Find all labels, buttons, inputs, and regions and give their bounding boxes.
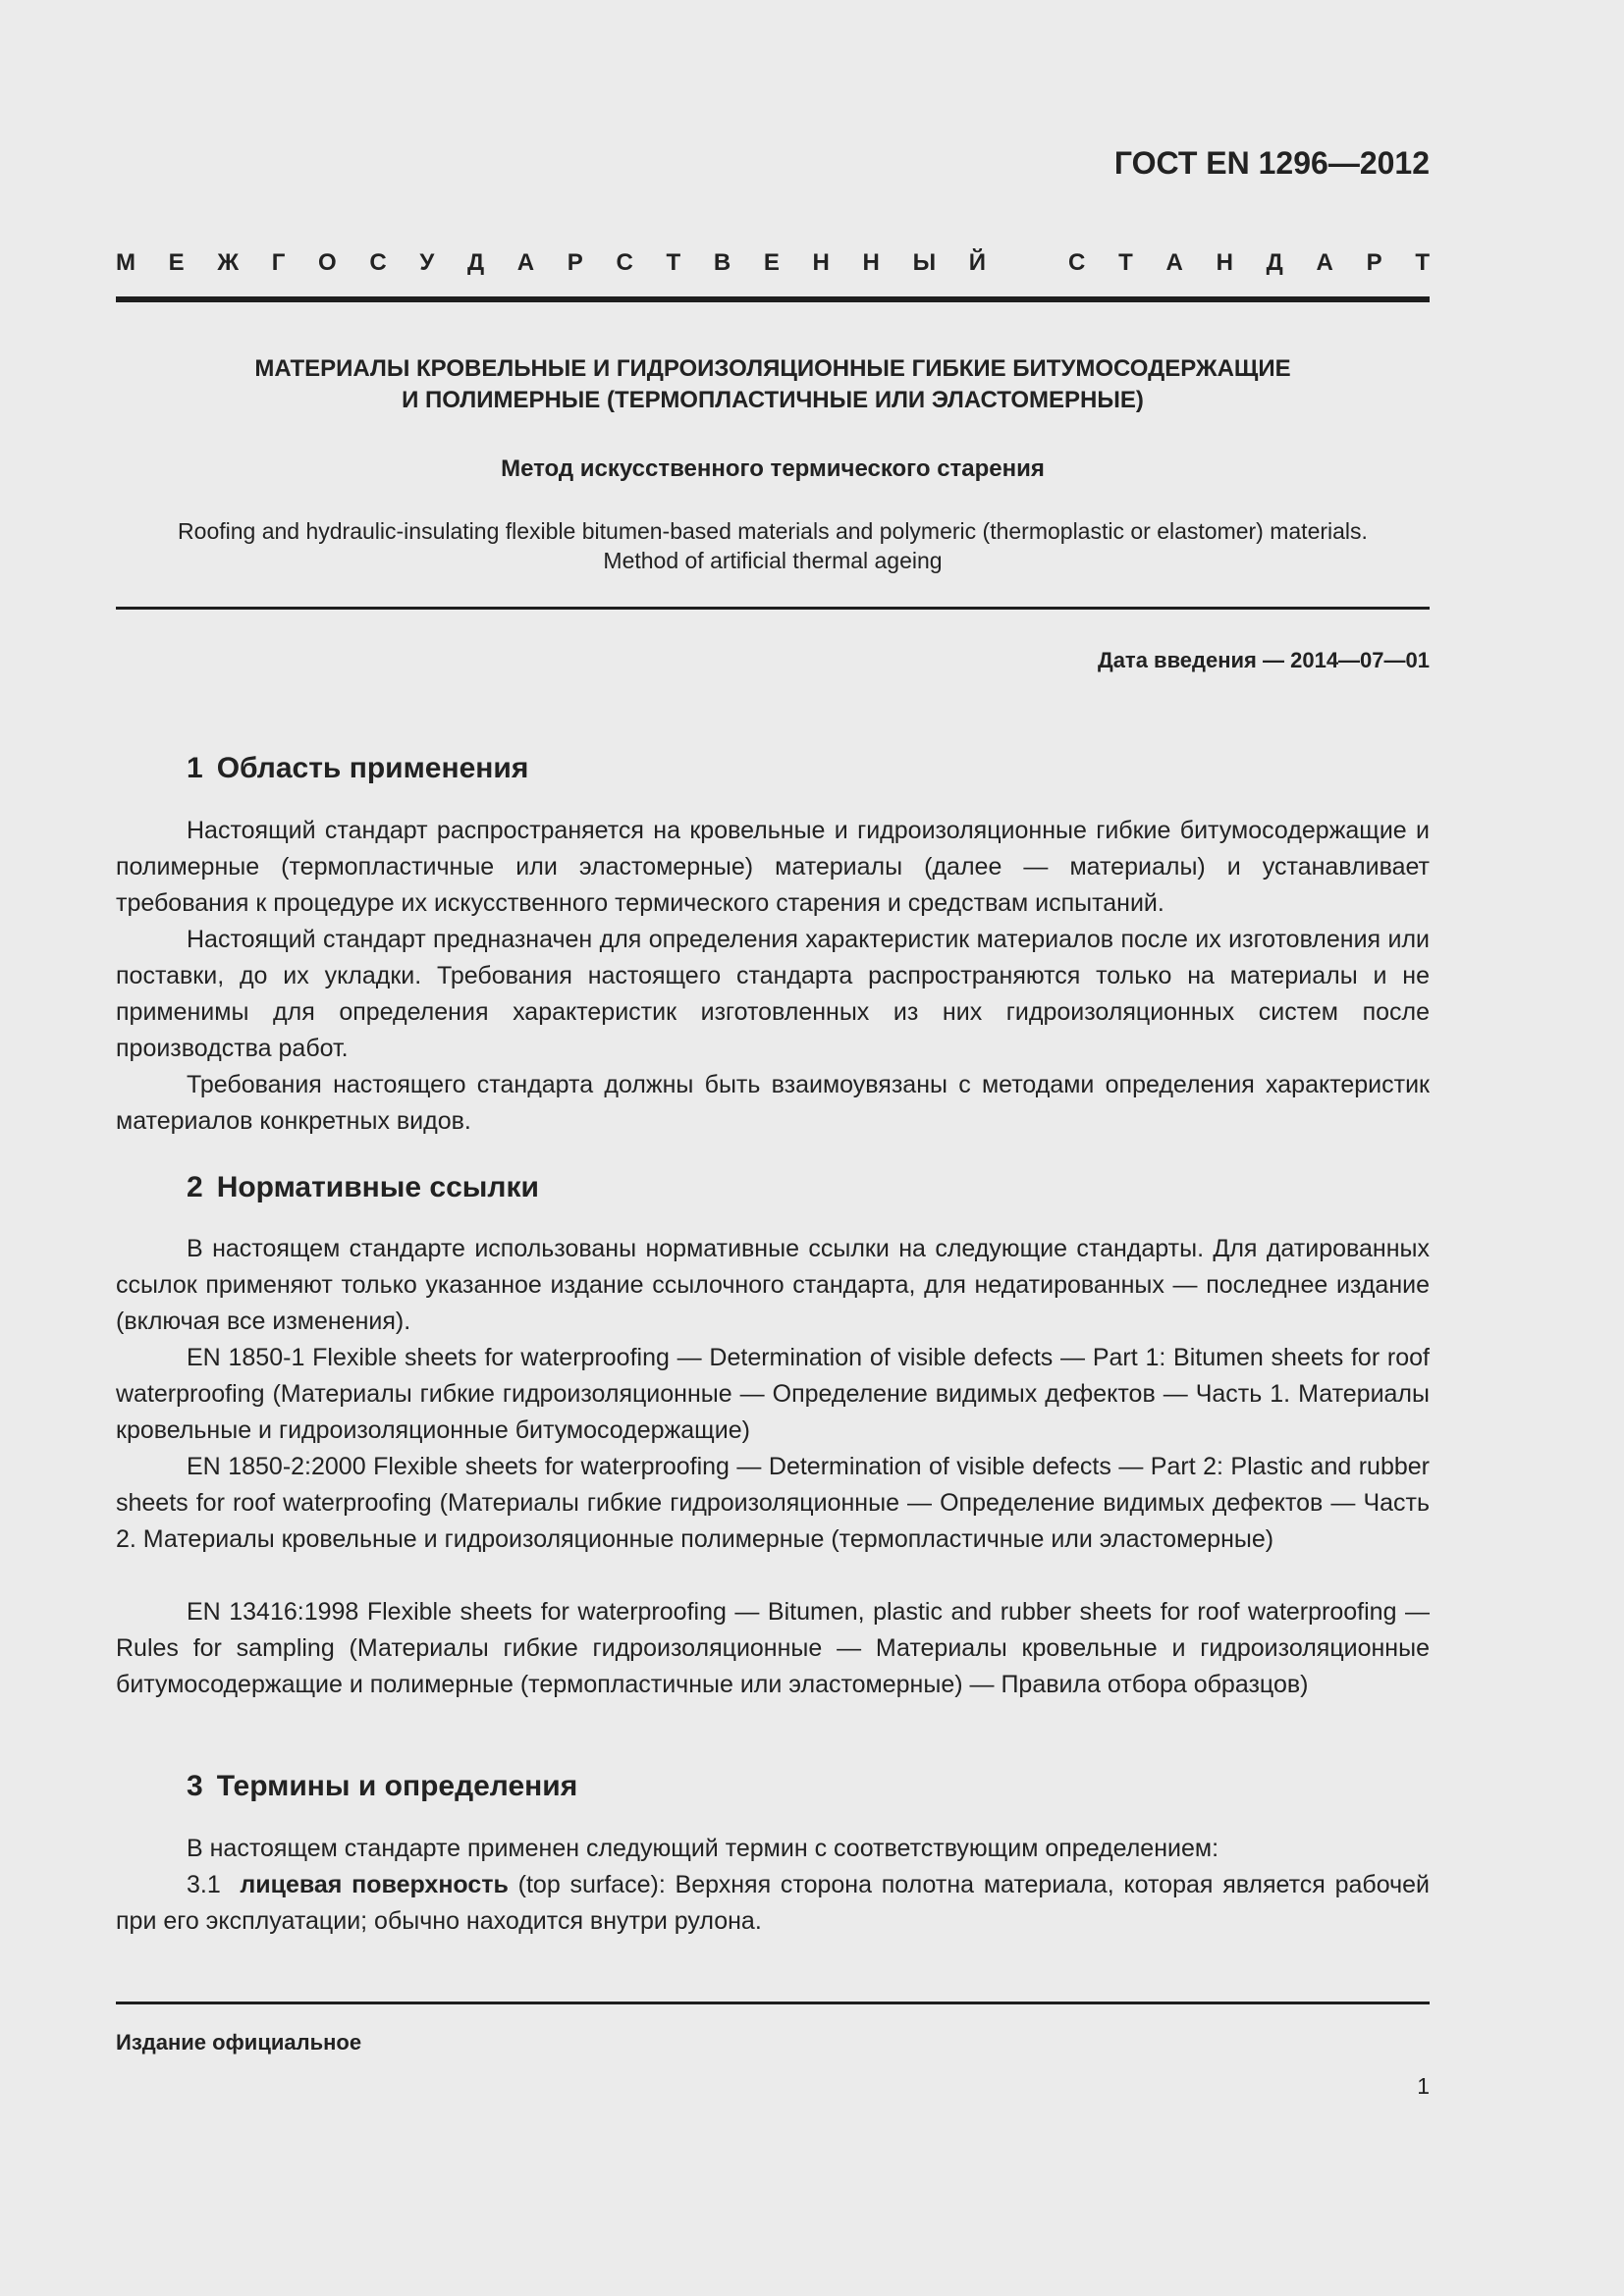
term-definition (116, 1867, 1430, 1940)
spaced-letter: Й (968, 249, 986, 276)
paragraph: Настоящий стандарт предназначен для определения характеристик материалов после их изготовления или поставки, до их укладки. Требования настоящего стандарта распространяются только на материалы и не применимы для определения характеристик изготовленных из них гидроизоляционных систем после производства работ. (116, 926, 1430, 1062)
spaced-letter: Е (168, 249, 185, 276)
paragraph: Требования настоящего стандарта должны быть взаимоувязаны с методами определения характеристик материалов конкретных видов. (116, 1071, 1430, 1135)
section-title-text: Термины и определения (216, 1770, 578, 1802)
standard-word (1068, 249, 1430, 277)
spaced-letter: Г (271, 249, 286, 276)
spaced-letter: Р (1366, 249, 1382, 276)
page-number: 1 (1417, 2073, 1430, 2099)
section-heading (187, 752, 528, 785)
english-title-line: Method of artificial thermal ageing (603, 548, 943, 573)
section-heading (187, 1171, 539, 1204)
introduction-date: Дата введения — 2014—07—01 (1098, 648, 1430, 672)
section-number: 3 (187, 1770, 203, 1802)
spaced-letter: Д (466, 249, 485, 276)
interstate-standard-heading (116, 249, 1430, 279)
section-number: 2 (187, 1171, 203, 1203)
interstate-word (116, 249, 986, 277)
spaced-letter: О (318, 249, 337, 276)
term-definition-text: Верхняя сторона полотна материала, которая является рабочей при его эксплуатации; обычно находится внутри рулона. (116, 1871, 1430, 1935)
spaced-letter: Р (567, 249, 583, 276)
title-line: И ПОЛИМЕРНЫЕ (ТЕРМОПЛАСТИЧНЫЕ ИЛИ ЭЛАСТОМЕРНЫЕ) (402, 387, 1144, 413)
section-heading (187, 1770, 577, 1803)
spaced-letter: С (616, 249, 633, 276)
english-title-line: Roofing and hydraulic-insulating flexible bitumen-based materials and polymeric (thermoplastic or elastomer) materials. (178, 518, 1368, 544)
standard-number: ГОСТ EN 1296—2012 (1113, 145, 1430, 181)
term-number: 3.1 (187, 1871, 221, 1898)
paragraph: В настоящем стандарте использованы нормативные ссылки на следующие стандарты. Для датированных ссылок применяют только указанное издание ссылочного стандарта, для недатированных — последнее издание (включая все изменения). (116, 1235, 1430, 1335)
spaced-letter: Ы (912, 249, 937, 276)
paragraph: Настоящий стандарт распространяется на кровельные и гидроизоляционные гибкие битумосодержащие и полимерные (термопластичные или эластомерные) материалы (далее — материалы) и устанавливает требования к процедуре их искусственного термического старения и средствам испытаний. (116, 817, 1430, 917)
reference-item: EN 1850-1 Flexible sheets for waterproofing — Determination of visible defects — Part 1: Bitumen sheets for roof waterproofing (Материалы гибкие гидроизоляционные — Определение видимых дефектов — Часть 1. Материалы кровельные и гидроизоляционные битумосодержащие) (116, 1344, 1430, 1444)
title-divider (116, 607, 1430, 610)
paragraph: В настоящем стандарте применен следующий термин с соответствующим определением: (187, 1835, 1219, 1862)
spaced-letter: Т (1118, 249, 1133, 276)
spaced-letter: Н (1216, 249, 1233, 276)
spaced-letter: Д (1266, 249, 1283, 276)
spaced-letter: Т (666, 249, 681, 276)
reference-item: EN 13416:1998 Flexible sheets for waterproofing — Bitumen, plastic and rubber sheets for roof waterproofing — Rules for sampling (Материалы гибкие гидроизоляционные — Материалы кровельные и гидроизоляционные битумосодержащие и полимерные (термопластичные или эластомерные) — Правила отбора образцов) (116, 1598, 1430, 1698)
title-line: МАТЕРИАЛЫ КРОВЕЛЬНЫЕ И ГИДРОИЗОЛЯЦИОННЫЕ ГИБКИЕ БИТУМОСОДЕРЖАЩИЕ (254, 355, 1291, 382)
spaced-letter: А (1316, 249, 1333, 276)
spaced-letter: В (713, 249, 731, 276)
term-english: (top surface): (517, 1871, 666, 1898)
spaced-letter: Н (862, 249, 880, 276)
spaced-letter: Ж (217, 249, 240, 276)
spaced-letter: А (1165, 249, 1183, 276)
english-title (116, 516, 1430, 575)
spaced-letter: С (1068, 249, 1086, 276)
spaced-letter: С (369, 249, 387, 276)
document-subtitle: Метод искусственного термического старения (501, 455, 1045, 482)
official-edition-label: Издание официальное (116, 2030, 362, 2055)
spaced-letter: А (516, 249, 535, 276)
spaced-letter: У (419, 249, 435, 276)
document-title (116, 353, 1430, 416)
section-title-text: Область применения (216, 752, 529, 784)
spaced-letter: М (116, 249, 135, 276)
term-name: лицевая поверхность (240, 1871, 509, 1898)
spaced-letter: Е (763, 249, 780, 276)
footer-divider (116, 2002, 1430, 2004)
header-divider (116, 296, 1430, 302)
reference-item: EN 1850-2:2000 Flexible sheets for waterproofing — Determination of visible defects — Part 2: Plastic and rubber sheets for roof waterproofing (Материалы гибкие гидроизоляционные — Определение видимых дефектов — Часть 2. Материалы кровельные и гидроизоляционные полимерные (термопластичные или эластомерные) (116, 1453, 1430, 1553)
section-number: 1 (187, 752, 203, 784)
spaced-letter: Т (1415, 249, 1430, 276)
section-title-text: Нормативные ссылки (216, 1171, 539, 1203)
document-page (116, 0, 1430, 2296)
spaced-letter: Н (812, 249, 830, 276)
